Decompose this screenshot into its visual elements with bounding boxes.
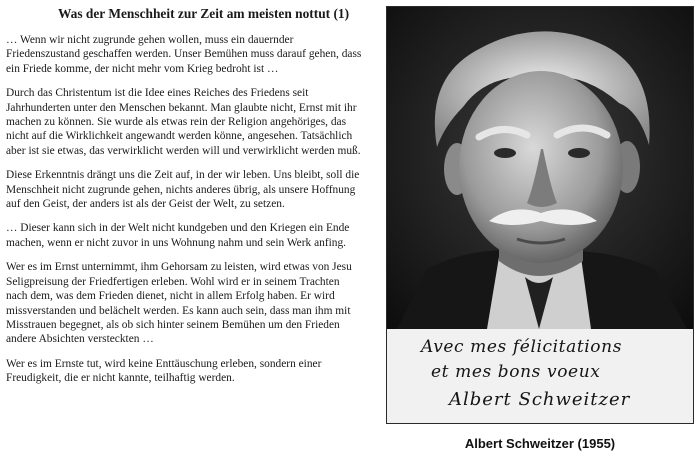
paragraph-4: … Dieser kann sich in der Welt nicht kundgeben und den Kriegen ein Ende machen, wenn er nicht zuvor in uns Wohnung nahm und sein Werk anfing.: [6, 222, 350, 249]
paragraph-5: Wer es im Ernst unternimmt, ihm Gehorsam zu leisten, wird etwas von Jesu Seligpreisung der Friedfertigen erleben. Wohl wird er in seinem Trachten nach dem, was dem Frieden dienet, nicht in allem Erfolg haben. Er wird missverstanden und belächelt werden. Es kann auch sein, dass man ihm mit Misstrauen begegnet, als ob sich hinter seinem Bemühen um den Frieden andere Absichten versteckten …: [6, 261, 352, 346]
photo-column: [386, 6, 694, 452]
portrait-photo: [386, 6, 694, 424]
right-eye: [568, 148, 590, 158]
paragraph-3: Diese Erkenntnis drängt uns die Zeit auf, in der wir leben. Uns bleibt, soll die Menschheit nicht zugrunde gehen, nichts anderes übrig, als unsere Hoffnung auf den Geist, der anders ist als der Geist der Welt, zu setzen.: [6, 169, 360, 211]
inscription-line-2: et mes bons voeux: [431, 362, 601, 382]
paragraph-2: Durch das Christentum ist die Idee eines Reiches des Friedens seit Jahrhunderten unter den Menschen bekannt. Man glaubte nicht, Ernst mit ihr machen zu können. Sie wurde als etwas rein der Religion angehöriges, das nicht auf die Wirklichkeit angewandt werden könne, angesehen. Tatsächlich aber ist sie etwas, das verwirklicht werden will und verwirklicht werden muß.: [6, 87, 361, 157]
photo-caption: Albert Schweitzer (1955): [464, 436, 616, 451]
portrait-image: [387, 7, 693, 329]
handwritten-inscription: [421, 335, 630, 412]
paragraph-6: Wer es im Ernste tut, wird keine Enttäuschung erleben, sondern einer Freudigkeit, die er nicht kannte, teilhaftig werden.: [6, 357, 322, 385]
text-column: [6, 6, 362, 396]
inscription-line-1: Avec mes félicitations: [421, 337, 623, 357]
document-title: Was der Menschheit zur Zeit am meisten nottut (1): [58, 6, 350, 21]
signature: Albert Schweitzer: [449, 389, 631, 410]
paragraph-1: … Wenn wir nicht zugrunde gehen wollen, muss ein dauernder Friedenszustand geschaffen werden. Unser Bemühen muss darauf gehen, dass ein Friede komme, der nicht mehr vom Krieg bedroht ist …: [6, 34, 362, 75]
left-eye: [494, 148, 516, 158]
